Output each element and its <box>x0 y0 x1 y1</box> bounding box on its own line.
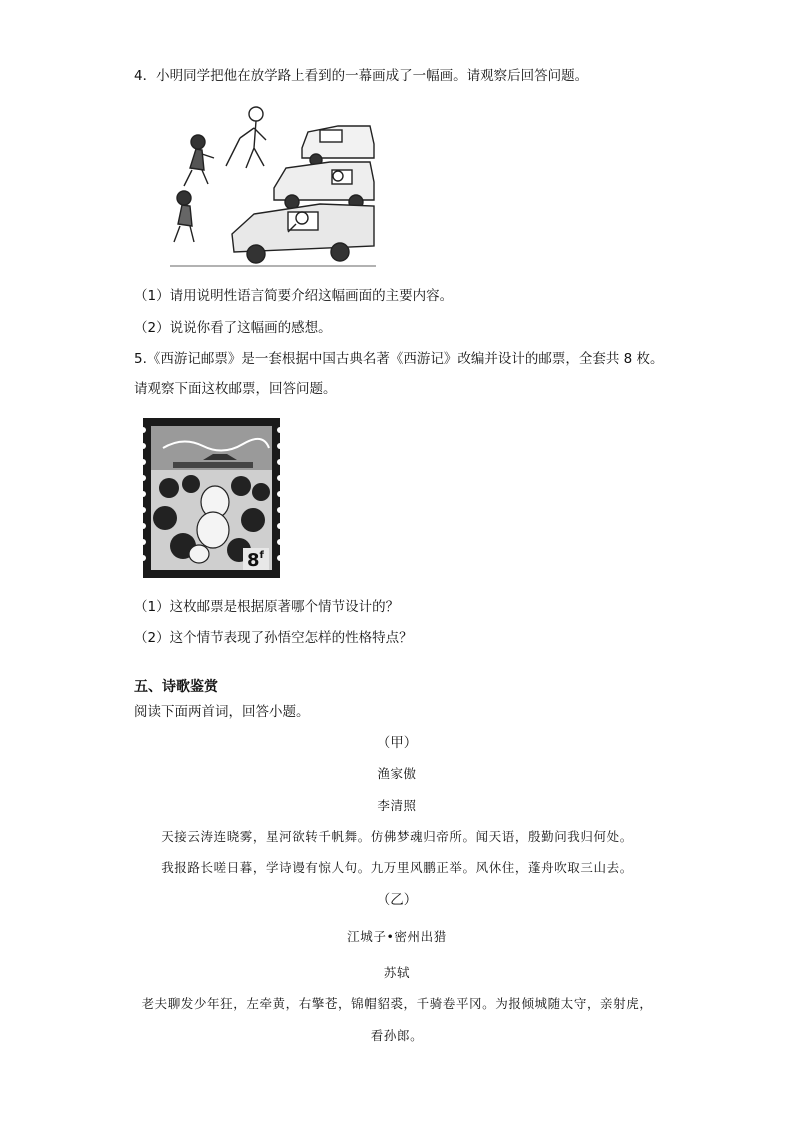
poem-a-line1: 天接云涛连晓雾，星河欲转千帆舞。仿佛梦魂归帝所。闻天语，殷勤问我归何处。 <box>161 829 633 844</box>
section-heading: 五、诗歌鉴赏 <box>134 679 218 695</box>
poem-a-label: （甲） <box>376 735 418 751</box>
q5-prompt-line1: 5.《西游记邮票》是一套根据中国古典名著《西游记》改编并设计的邮票，全套共 8 枚。 <box>134 351 664 367</box>
q4-sub2: （2）说说你看了这幅画的感想。 <box>134 320 332 336</box>
q4-sub1: （1）请用说明性语言简要介绍这幅画面的主要内容。 <box>134 288 454 304</box>
q5-sub1: （1）这枚邮票是根据原著哪个情节设计的？ <box>134 599 400 615</box>
poem-b-label: （乙） <box>376 892 418 908</box>
q5-prompt-line2: 请观察下面这枚邮票，回答问题。 <box>134 381 337 397</box>
q4-prompt: 4．小明同学把他在放学路上看到的一幕画成了一幅画。请观察后回答问题。 <box>134 68 589 84</box>
poem-b-author: 苏轼 <box>383 965 411 980</box>
q5-sub2: （2）这个情节表现了孙悟空怎样的性格特点？ <box>134 630 413 646</box>
poem-b-title: 江城子•密州出猎 <box>347 929 447 944</box>
poem-a-author: 李清照 <box>377 798 417 813</box>
section-instruction: 阅读下面两首词，回答小题。 <box>134 704 310 720</box>
poem-a-title: 渔家傲 <box>377 766 417 781</box>
stamp-unit: f <box>259 550 264 561</box>
stamp-value: 8 <box>247 550 260 571</box>
poem-b-line2: 看孙郎。 <box>370 1028 424 1043</box>
street-drawing-image <box>170 96 376 272</box>
poem-a-line2: 我报路长嗟日暮，学诗谩有惊人句。九万里风鹏正举。风休住，蓬舟吹取三山去。 <box>161 860 633 875</box>
poem-b-line1: 老夫聊发少年狂，左牵黄，右擎苍，锦帽貂裘，千骑卷平冈。为报倾城随太守，亲射虎， <box>141 996 653 1011</box>
stamp-image <box>143 418 280 578</box>
